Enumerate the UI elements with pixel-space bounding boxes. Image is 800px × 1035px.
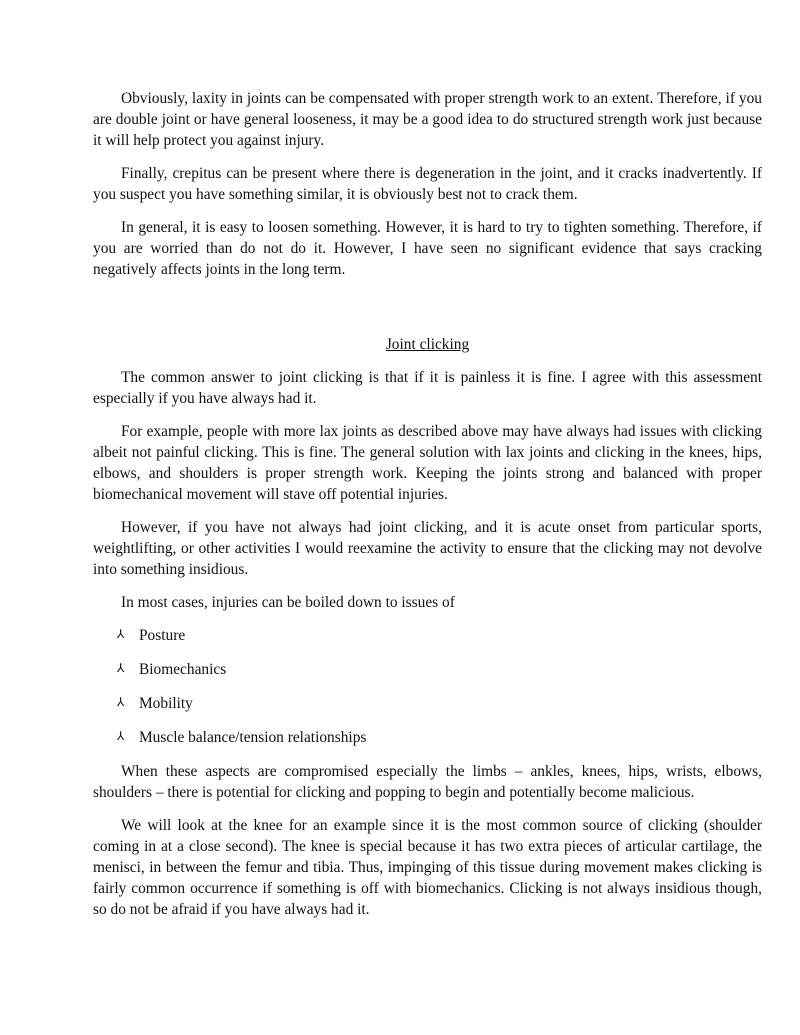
inverted-y-bullet-icon: ⅄: [117, 661, 125, 675]
list-item-label: Posture: [139, 627, 186, 644]
paragraph: In general, it is easy to loosen something. However, it is hard to try to tighten something. Therefore, if you are worried than do not do it. However, I have seen no significant evidence that says cracking negatively affects joints in the long term.: [93, 219, 762, 278]
inverted-y-bullet-icon: ⅄: [117, 695, 125, 709]
list-item-label: Mobility: [139, 695, 193, 712]
section-heading: Joint clicking: [385, 336, 470, 353]
paragraph: Obviously, laxity in joints can be compensated with proper strength work to an extent. Therefore, if you are double joint or have general looseness, it may be a good idea to do structured strength work just because it will help protect you against injury.: [93, 90, 762, 149]
inverted-y-bullet-icon: ⅄: [117, 729, 125, 743]
list-item: [93, 727, 762, 748]
document-page: [93, 88, 762, 932]
bullet-list: [93, 625, 762, 748]
list-item: [93, 659, 762, 680]
paragraph: However, if you have not always had joint clicking, and it is acute onset from particular sports, weightlifting, or other activities I would reexamine the activity to ensure that the clicking may not devolve into something insidious.: [93, 519, 762, 578]
paragraph: When these aspects are compromised especially the limbs – ankles, knees, hips, wrists, elbows, shoulders – there is potential for clicking and popping to begin and potentially become malicious.: [93, 763, 762, 801]
inverted-y-bullet-icon: ⅄: [117, 627, 125, 641]
list-item-label: Muscle balance/tension relationships: [139, 729, 367, 746]
paragraph: We will look at the knee for an example since it is the most common source of clicking (shoulder coming in at a close second). The knee is special because it has two extra pieces of articular cartilage, the menisci, in between the femur and tibia. Thus, impinging of this tissue during movement makes clicking is fairly common occurrence if something is off with biomechanics. Clicking is not always insidious though, so do not be afraid if you have always had it.: [93, 817, 762, 918]
paragraph: The common answer to joint clicking is that if it is painless it is fine. I agree with this assessment especially if you have always had it.: [93, 369, 762, 407]
paragraph: In most cases, injuries can be boiled down to issues of: [121, 594, 455, 611]
list-item: [93, 625, 762, 646]
paragraph: For example, people with more lax joints as described above may have always had issues with clicking albeit not painful clicking. This is fine. The general solution with lax joints and clicking in the knees, hips, elbows, and shoulders is proper strength work. Keeping the joints strong and balanced with proper biomechanical movement will stave off potential injuries.: [93, 423, 762, 503]
list-item-label: Biomechanics: [139, 661, 227, 678]
list-item: [93, 693, 762, 714]
paragraph: Finally, crepitus can be present where there is degeneration in the joint, and it cracks inadvertently. If you suspect you have something similar, it is obviously best not to crack them.: [93, 165, 762, 203]
section-spacer: [93, 292, 762, 334]
